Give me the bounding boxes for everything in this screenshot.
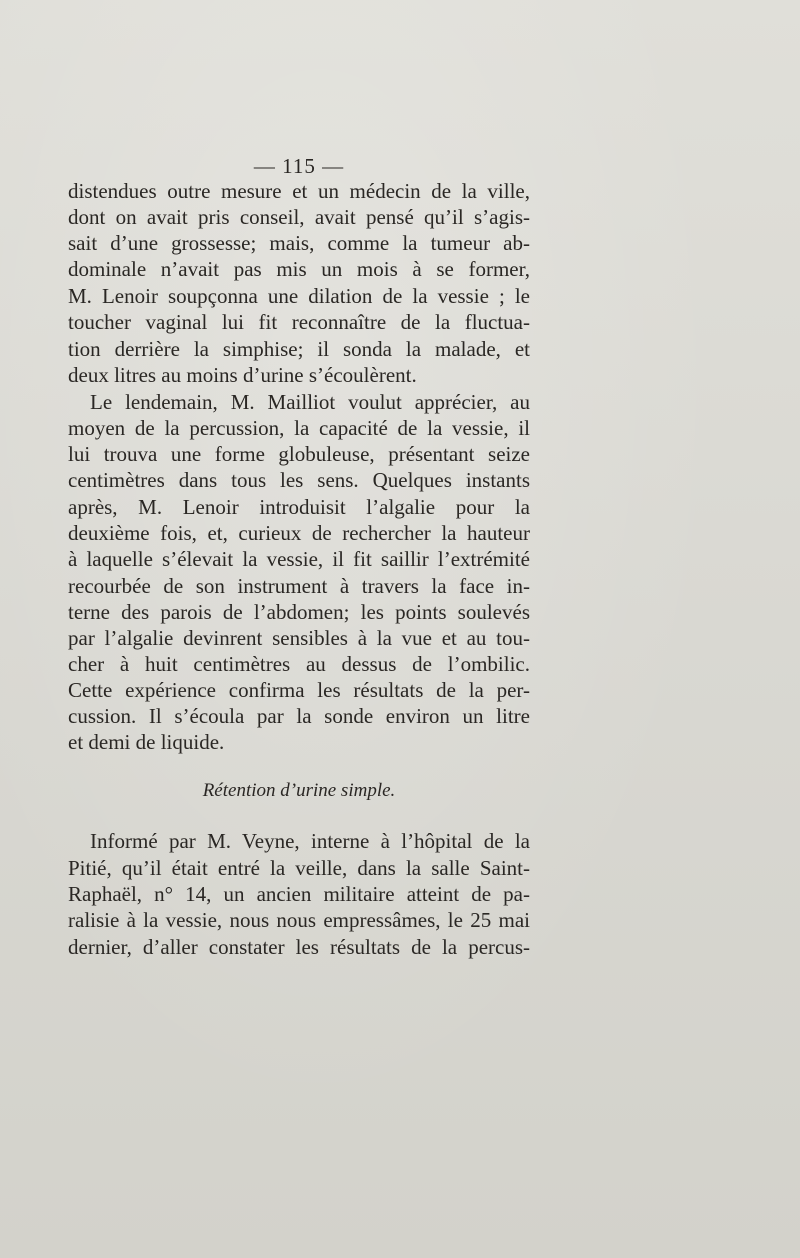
text-line: dominale n’avait pas mis un mois à se former,: [68, 257, 530, 281]
text-line: Cette expérience confirma les résultats de la per-: [68, 678, 530, 702]
text-line: moyen de la percussion, la capacité de la vessie, il: [68, 416, 530, 440]
text-line: Pitié, qu’il était entré la veille, dans la salle Saint-: [68, 856, 530, 880]
text-line: ralisie à la vessie, nous nous empressâmes, le 25 mai: [68, 908, 530, 932]
text-line: M. Lenoir soupçonna une dilation de la vessie ; le: [68, 284, 530, 308]
text-line: à laquelle s’élevait la vessie, il fit saillir l’extrémité: [68, 547, 530, 571]
text-line: Informé par M. Veyne, interne à l’hôpital de la: [90, 829, 530, 853]
text-line: terne des parois de l’abdomen; les points soulevés: [68, 600, 530, 624]
page-number: — 115 —: [253, 154, 345, 178]
text-line: deuxième fois, et, curieux de rechercher la hauteur: [68, 521, 530, 545]
text-line: après, M. Lenoir introduisit l’algalie pour la: [68, 495, 530, 519]
text-line: cussion. Il s’écoula par la sonde environ un litre: [68, 704, 530, 728]
text-line: dernier, d’aller constater les résultats de la percus-: [68, 935, 530, 959]
text-line: cher à huit centimètres au dessus de l’ombilic.: [68, 652, 530, 676]
text-line: Raphaël, n° 14, un ancien militaire atteint de pa-: [68, 882, 530, 906]
text-line: deux litres au moins d’urine s’écoulèrent.: [68, 363, 417, 387]
text-line: dont on avait pris conseil, avait pensé qu’il s’agis-: [68, 205, 530, 229]
text-line: sait d’une grossesse; mais, comme la tumeur ab-: [68, 231, 530, 255]
text-line: tion derrière la simphise; il sonda la malade, et: [68, 337, 530, 361]
text-line: et demi de liquide.: [68, 730, 225, 754]
section-heading: Rétention d’urine simple.: [202, 780, 396, 801]
text-line: toucher vaginal lui fit reconnaître de la fluctua-: [68, 310, 530, 334]
text-line: centimètres dans tous les sens. Quelques instants: [68, 468, 530, 492]
text-line: lui trouva une forme globuleuse, présentant seize: [68, 442, 530, 466]
text-line: par l’algalie devinrent sensibles à la vue et au tou-: [68, 626, 530, 650]
text-line: distendues outre mesure et un médecin de la ville,: [68, 179, 530, 203]
text-line: recourbée de son instrument à travers la face in-: [68, 574, 530, 598]
text-line: Le lendemain, M. Mailliot voulut apprécier, au: [90, 390, 530, 414]
